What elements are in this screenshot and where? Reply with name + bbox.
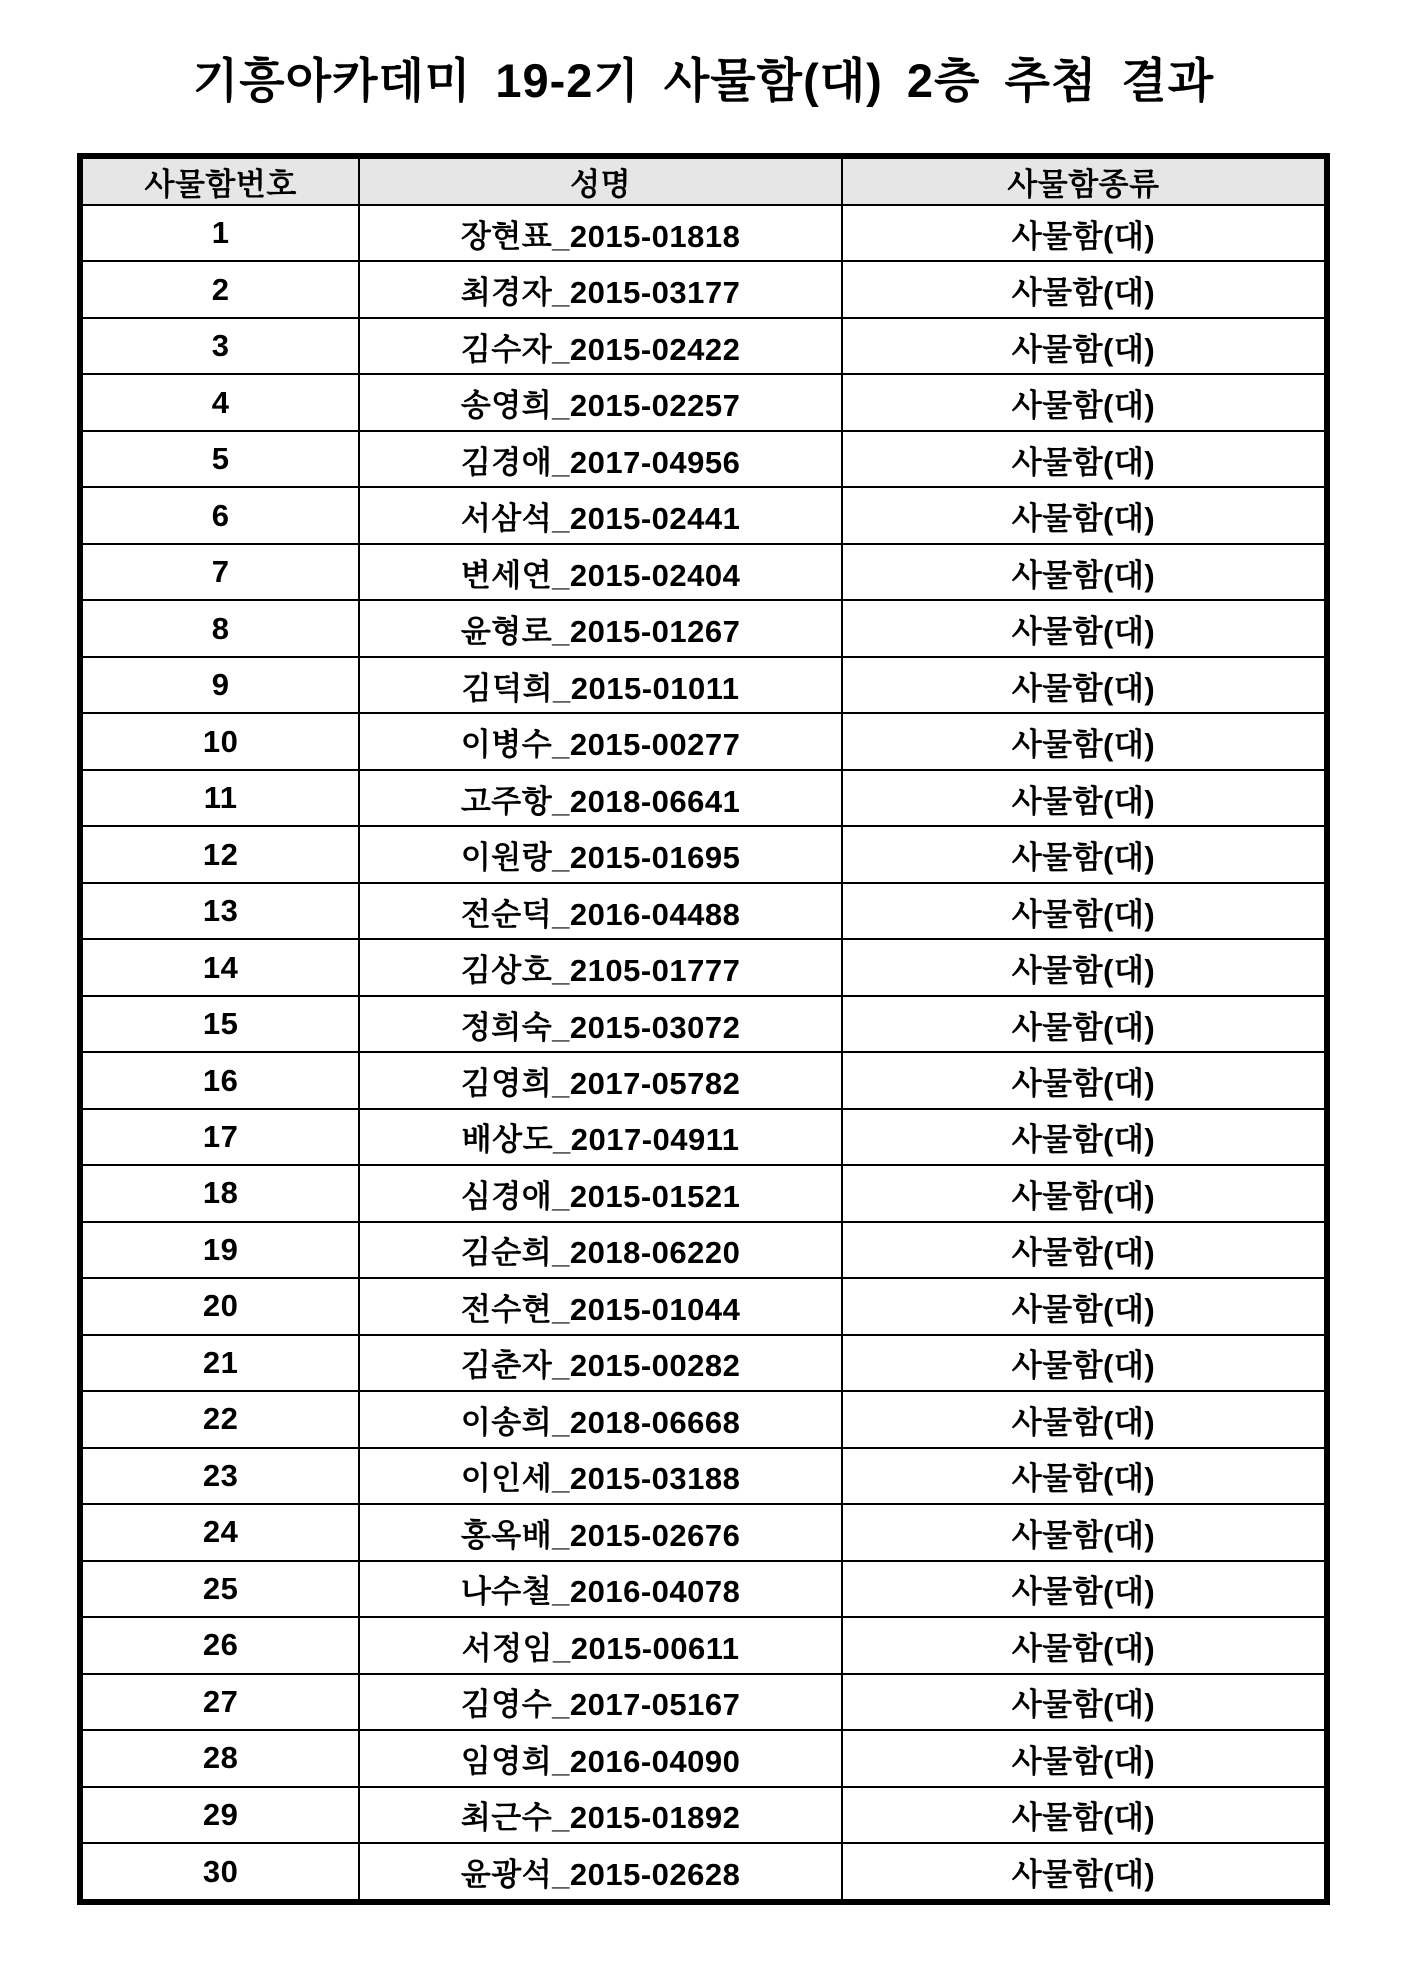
locker-number-cell: 8 bbox=[80, 600, 359, 656]
name-cell: 윤형로_2015-01267 bbox=[359, 600, 842, 656]
name-cell: 정희숙_2015-03072 bbox=[359, 996, 842, 1052]
locker-type-cell: 사물함(대) bbox=[842, 939, 1327, 995]
locker-number-cell: 5 bbox=[80, 431, 359, 487]
table-row bbox=[80, 713, 1327, 769]
locker-number-cell: 11 bbox=[80, 770, 359, 826]
table-row bbox=[80, 939, 1327, 995]
locker-type-cell: 사물함(대) bbox=[842, 1504, 1327, 1560]
locker-number-cell: 13 bbox=[80, 883, 359, 939]
locker-number-cell: 10 bbox=[80, 713, 359, 769]
locker-number-cell: 29 bbox=[80, 1787, 359, 1843]
locker-number-cell: 18 bbox=[80, 1165, 359, 1221]
name-cell: 이송희_2018-06668 bbox=[359, 1391, 842, 1447]
page-title: 기흥아카데미 19-2기 사물함(대) 2층 추첨 결과 bbox=[192, 54, 1215, 107]
locker-type-cell: 사물함(대) bbox=[842, 1391, 1327, 1447]
locker-type-cell: 사물함(대) bbox=[842, 1222, 1327, 1278]
locker-number-cell: 24 bbox=[80, 1504, 359, 1560]
name-cell: 김덕희_2015-01011 bbox=[359, 657, 842, 713]
locker-result-table bbox=[77, 153, 1330, 1905]
locker-type-cell: 사물함(대) bbox=[842, 318, 1327, 374]
name-cell: 김순희_2018-06220 bbox=[359, 1222, 842, 1278]
table-row bbox=[80, 883, 1327, 939]
table-row bbox=[80, 1843, 1327, 1902]
name-cell: 이인세_2015-03188 bbox=[359, 1448, 842, 1504]
table-row bbox=[80, 1561, 1327, 1617]
locker-number-cell: 12 bbox=[80, 826, 359, 882]
locker-type-cell: 사물함(대) bbox=[842, 1448, 1327, 1504]
locker-type-cell: 사물함(대) bbox=[842, 600, 1327, 656]
table-row bbox=[80, 374, 1327, 430]
name-cell: 변세연_2015-02404 bbox=[359, 544, 842, 600]
locker-type-cell: 사물함(대) bbox=[842, 374, 1327, 430]
locker-type-cell: 사물함(대) bbox=[842, 1843, 1327, 1902]
table-row bbox=[80, 261, 1327, 317]
header-row bbox=[80, 156, 1327, 205]
locker-type-cell: 사물함(대) bbox=[842, 1730, 1327, 1786]
locker-type-cell: 사물함(대) bbox=[842, 1561, 1327, 1617]
locker-type-cell: 사물함(대) bbox=[842, 1787, 1327, 1843]
name-cell: 서정임_2015-00611 bbox=[359, 1617, 842, 1673]
table-row bbox=[80, 600, 1327, 656]
table-row bbox=[80, 1617, 1327, 1673]
locker-type-cell: 사물함(대) bbox=[842, 431, 1327, 487]
table-row bbox=[80, 1674, 1327, 1730]
locker-type-cell: 사물함(대) bbox=[842, 487, 1327, 543]
locker-number-cell: 2 bbox=[80, 261, 359, 317]
locker-type-cell: 사물함(대) bbox=[842, 826, 1327, 882]
name-cell: 전순덕_2016-04488 bbox=[359, 883, 842, 939]
locker-number-cell: 1 bbox=[80, 205, 359, 261]
locker-number-cell: 14 bbox=[80, 939, 359, 995]
name-cell: 이원랑_2015-01695 bbox=[359, 826, 842, 882]
locker-type-cell: 사물함(대) bbox=[842, 544, 1327, 600]
table-row bbox=[80, 1787, 1327, 1843]
locker-number-cell: 28 bbox=[80, 1730, 359, 1786]
name-cell: 송영희_2015-02257 bbox=[359, 374, 842, 430]
name-cell: 홍옥배_2015-02676 bbox=[359, 1504, 842, 1560]
locker-number-cell: 25 bbox=[80, 1561, 359, 1617]
locker-number-cell: 26 bbox=[80, 1617, 359, 1673]
table-row bbox=[80, 487, 1327, 543]
name-cell: 고주항_2018-06641 bbox=[359, 770, 842, 826]
name-cell: 김춘자_2015-00282 bbox=[359, 1335, 842, 1391]
header-name: 성명 bbox=[359, 156, 842, 205]
locker-type-cell: 사물함(대) bbox=[842, 1165, 1327, 1221]
locker-number-cell: 15 bbox=[80, 996, 359, 1052]
name-cell: 김수자_2015-02422 bbox=[359, 318, 842, 374]
table-row bbox=[80, 431, 1327, 487]
name-cell: 김상호_2105-01777 bbox=[359, 939, 842, 995]
locker-type-cell: 사물함(대) bbox=[842, 996, 1327, 1052]
locker-type-cell: 사물함(대) bbox=[842, 1617, 1327, 1673]
table-row bbox=[80, 1278, 1327, 1334]
locker-type-cell: 사물함(대) bbox=[842, 1674, 1327, 1730]
table-row bbox=[80, 1335, 1327, 1391]
name-cell: 장현표_2015-01818 bbox=[359, 205, 842, 261]
locker-type-cell: 사물함(대) bbox=[842, 1109, 1327, 1165]
locker-type-cell: 사물함(대) bbox=[842, 261, 1327, 317]
locker-number-cell: 21 bbox=[80, 1335, 359, 1391]
table-row bbox=[80, 1391, 1327, 1447]
table-row bbox=[80, 770, 1327, 826]
name-cell: 배상도_2017-04911 bbox=[359, 1109, 842, 1165]
table-row bbox=[80, 1448, 1327, 1504]
name-cell: 김영수_2017-05167 bbox=[359, 1674, 842, 1730]
table-row bbox=[80, 318, 1327, 374]
locker-number-cell: 4 bbox=[80, 374, 359, 430]
header-locker-type: 사물함종류 bbox=[842, 156, 1327, 205]
locker-type-cell: 사물함(대) bbox=[842, 1335, 1327, 1391]
name-cell: 임영희_2016-04090 bbox=[359, 1730, 842, 1786]
name-cell: 이병수_2015-00277 bbox=[359, 713, 842, 769]
name-cell: 서삼석_2015-02441 bbox=[359, 487, 842, 543]
name-cell: 윤광석_2015-02628 bbox=[359, 1843, 842, 1902]
name-cell: 전수현_2015-01044 bbox=[359, 1278, 842, 1334]
table-header bbox=[80, 156, 1327, 205]
table-row bbox=[80, 544, 1327, 600]
locker-type-cell: 사물함(대) bbox=[842, 883, 1327, 939]
locker-type-cell: 사물함(대) bbox=[842, 1052, 1327, 1108]
table-body bbox=[80, 205, 1327, 1902]
table-row bbox=[80, 996, 1327, 1052]
locker-number-cell: 17 bbox=[80, 1109, 359, 1165]
name-cell: 최경자_2015-03177 bbox=[359, 261, 842, 317]
locker-type-cell: 사물함(대) bbox=[842, 205, 1327, 261]
name-cell: 나수철_2016-04078 bbox=[359, 1561, 842, 1617]
locker-number-cell: 23 bbox=[80, 1448, 359, 1504]
table-row bbox=[80, 205, 1327, 261]
name-cell: 심경애_2015-01521 bbox=[359, 1165, 842, 1221]
locker-number-cell: 22 bbox=[80, 1391, 359, 1447]
locker-number-cell: 3 bbox=[80, 318, 359, 374]
locker-type-cell: 사물함(대) bbox=[842, 770, 1327, 826]
locker-number-cell: 19 bbox=[80, 1222, 359, 1278]
locker-number-cell: 9 bbox=[80, 657, 359, 713]
header-locker-number: 사물함번호 bbox=[80, 156, 359, 205]
locker-type-cell: 사물함(대) bbox=[842, 657, 1327, 713]
locker-number-cell: 27 bbox=[80, 1674, 359, 1730]
locker-number-cell: 6 bbox=[80, 487, 359, 543]
locker-number-cell: 16 bbox=[80, 1052, 359, 1108]
table-row bbox=[80, 657, 1327, 713]
table-row bbox=[80, 826, 1327, 882]
locker-number-cell: 30 bbox=[80, 1843, 359, 1902]
name-cell: 김영희_2017-05782 bbox=[359, 1052, 842, 1108]
name-cell: 김경애_2017-04956 bbox=[359, 431, 842, 487]
table-row bbox=[80, 1109, 1327, 1165]
table-row bbox=[80, 1052, 1327, 1108]
table-row bbox=[80, 1504, 1327, 1560]
name-cell: 최근수_2015-01892 bbox=[359, 1787, 842, 1843]
table-row bbox=[80, 1165, 1327, 1221]
locker-type-cell: 사물함(대) bbox=[842, 1278, 1327, 1334]
table-row bbox=[80, 1730, 1327, 1786]
table-row bbox=[80, 1222, 1327, 1278]
locker-number-cell: 7 bbox=[80, 544, 359, 600]
locker-number-cell: 20 bbox=[80, 1278, 359, 1334]
locker-type-cell: 사물함(대) bbox=[842, 713, 1327, 769]
